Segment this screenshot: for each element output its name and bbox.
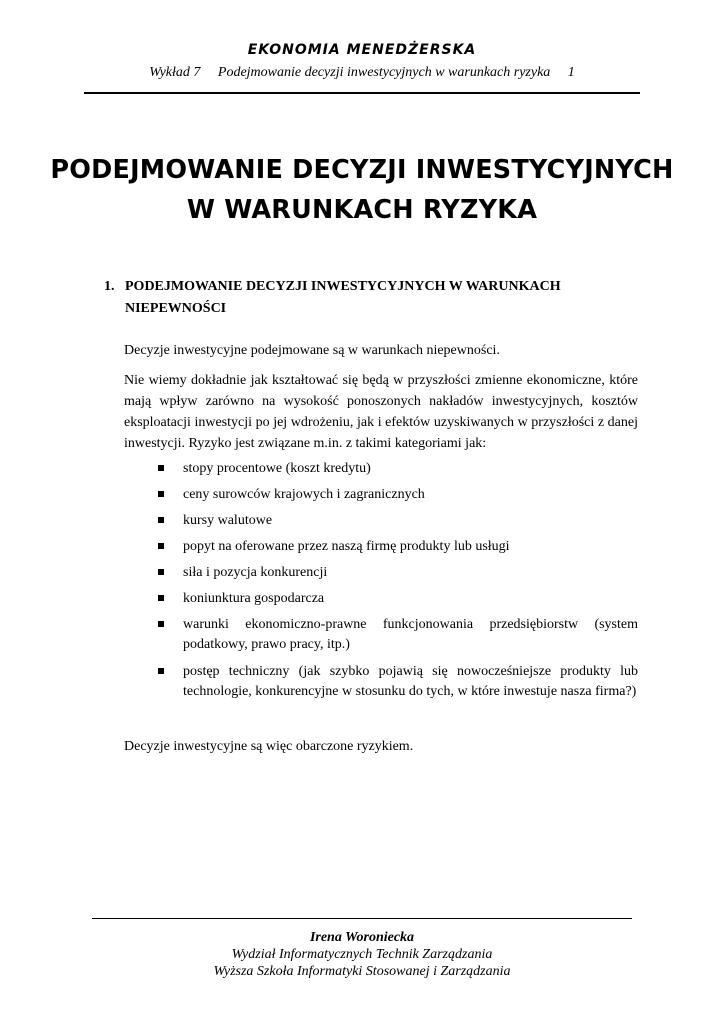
list-item-text: warunki ekonomiczno-prawne funkcjonowania przedsiębiorstw (system podatkowy, prawo pracy, itp.) [183,617,638,652]
bullet-square-icon [158,491,164,497]
bullet-square-icon [158,569,164,575]
list-item-text: koniunktura gospodarcza [183,591,325,606]
paragraph-uncertainty: Nie wiemy dokładnie jak kształtować się będą w przyszłości zmienne ekonomiczne, które mają wpływ zarówno na wysokość ponoszonych nakładów inwestycyjnych, kosztów eksploatacji inwestycji po jej wdrożeniu, jak i efektów uzyskiwanych w przyszłości z danej inwestycji. Ryzyko jest związane m.in. z takimi kategoriami jak: [124,373,638,451]
list-item [124,662,638,702]
section-number: 1. [104,279,115,294]
document-title-line-2: W WARUNKACH RYZYKA [186,195,538,225]
section-heading-text: PODEJMOWANIE DECYZJI INWESTYCYJNYCH W WARUNKACH NIEPEWNOŚCI [125,279,561,316]
list-item-text: popyt na oferowane przez naszą firmę produkty lub usługi [183,539,510,554]
paragraph-intro: Decyzje inwestycyjne podejmowane są w warunkach niepewności. [124,343,500,358]
bullet-square-icon [158,465,164,471]
list-item [124,537,638,557]
bullet-square-icon [158,668,164,674]
footer-faculty: Wydział Informatycznych Technik Zarządzania [231,947,493,962]
document-title-line-1: PODEJMOWANIE DECYZJI INWESTYCYJNYCH [50,155,674,185]
list-item [124,589,638,609]
list-item-text: stopy procentowe (koszt kredytu) [183,461,371,476]
running-header-title: EKONOMIA MENEDŻERSKA [247,42,477,58]
bullet-square-icon [158,543,164,549]
list-item [124,563,638,583]
list-item-text: postęp techniczny (jak szybko pojawią się nowocześniejsze produkty lub technologie, konkurencyjne w stosunku do tych, w które inwestuje nasza firma?) [183,664,638,699]
bullet-square-icon [158,621,164,627]
running-header-subtitle [0,65,724,81]
risk-categories-list [124,459,638,708]
footer-author: Irena Woroniecka [309,930,415,945]
lecture-label: Wykład 7 [149,65,201,80]
paragraph-conclusion: Decyzje inwestycyjne są więc obarczone ryzykiem. [124,739,414,754]
page-number: 1 [567,65,575,80]
list-item [124,615,638,655]
list-item-text: siła i pozycja konkurencji [183,565,328,580]
list-item [124,485,638,505]
footer-school: Wyższa Szkoła Informatyki Stosowanej i Zarządzania [213,964,511,979]
bullet-square-icon [158,517,164,523]
list-item [124,511,638,531]
list-item-text: kursy walutowe [183,513,273,528]
footer-divider [92,918,632,919]
document-title [46,150,677,230]
list-item [124,459,638,479]
bullet-square-icon [158,595,164,601]
list-item-text: ceny surowców krajowych i zagranicznych [183,487,425,502]
lecture-topic: Podejmowanie decyzji inwestycyjnych w warunkach ryzyka [217,65,551,80]
header-divider [84,92,640,94]
